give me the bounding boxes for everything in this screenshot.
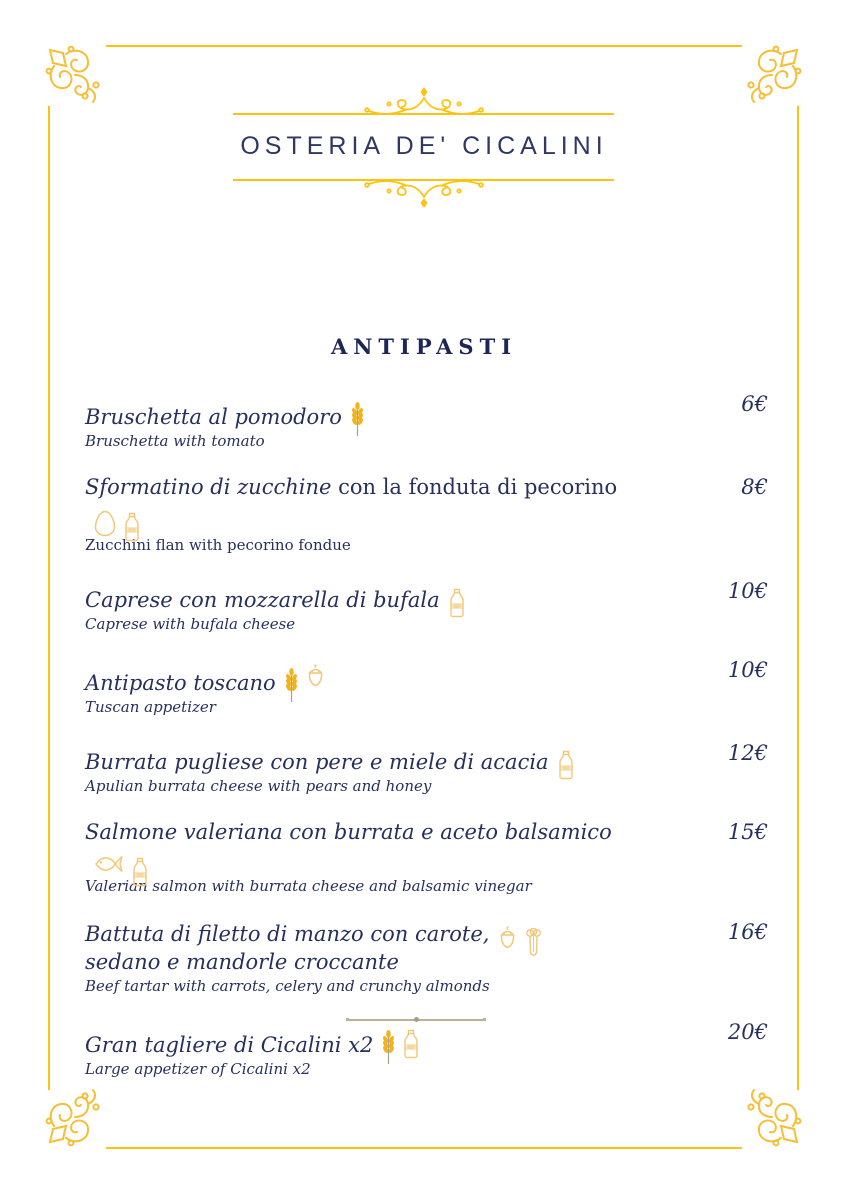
item-name [85, 820, 612, 844]
allergen-icons [94, 846, 148, 876]
item-price: 6€ [741, 392, 768, 416]
item-name-part: con la fonduta di pecorino [331, 475, 618, 499]
item-description: Beef tartar with carrots, celery and crunchy almonds [85, 977, 490, 995]
item-description: Valerian salmon with burrata cheese and balsamic vinegar [85, 877, 532, 895]
item-description: Large appetizer of Cicalini x2 [85, 1060, 311, 1078]
corner-flourish-icon [44, 44, 106, 106]
item-name-part: Gran tagliere di Cicalini x2 [85, 1033, 374, 1057]
item-title-line [85, 656, 325, 697]
item-price: 15€ [727, 820, 768, 844]
item-main [85, 656, 325, 718]
nut-icon [498, 926, 517, 955]
section-heading: ANTIPASTI [330, 334, 518, 359]
menu-item [85, 739, 768, 797]
item-price: 20€ [727, 1020, 768, 1044]
wheat-icon [285, 668, 298, 702]
item-price: 10€ [727, 658, 768, 682]
item-name-part: Sformatino di zucchine [85, 475, 332, 499]
milk-icon [403, 1029, 419, 1063]
item-description: Bruschetta with tomato [85, 432, 265, 450]
item-description: Tuscan appetizer [85, 698, 216, 716]
item-description: Apulian burrata cheese with pears and honey [85, 777, 432, 795]
item-name [85, 922, 489, 946]
item-name-part: Caprese con mozzarella di bufala [85, 588, 440, 612]
item-description: Caprese with bufala cheese [85, 615, 296, 633]
allergen-icons [285, 656, 325, 690]
item-name [85, 1033, 373, 1057]
item-title-line [85, 390, 364, 431]
item-name-part: Salmone valeriana con burrata e aceto balsamico [85, 820, 612, 844]
item-main [85, 1018, 419, 1080]
egg-icon [94, 510, 116, 540]
crown-flourish-icon [359, 85, 489, 115]
item-price: 8€ [741, 475, 768, 499]
frame-right-line [797, 106, 799, 1090]
wheat-icon [382, 1030, 395, 1064]
footer-divider [347, 1016, 485, 1024]
milk-icon [449, 588, 465, 618]
item-name [85, 671, 276, 695]
fish-icon [94, 853, 124, 883]
item-title-line [85, 1018, 419, 1059]
celery-icon [525, 928, 542, 957]
item-name [85, 588, 440, 612]
item-name-part: Antipasto toscano [85, 671, 276, 695]
menu-item [85, 577, 768, 635]
menu-item [85, 818, 768, 897]
allergen-icons [498, 918, 542, 947]
allergen-icons [449, 577, 465, 607]
item-main [85, 739, 574, 797]
item-main [85, 818, 645, 897]
allergen-icons [351, 390, 364, 424]
item-main [85, 577, 465, 635]
item-main [85, 473, 645, 556]
item-name-part: Burrata pugliese con pere e miele di acacia [85, 750, 549, 774]
item-description: Zucchini flan with pecorino fondue [85, 536, 351, 554]
divider-dot [414, 1017, 419, 1022]
header-rule-top [233, 113, 614, 115]
item-main [85, 918, 542, 997]
crown-flourish-icon [359, 180, 489, 210]
restaurant-title: OSTERIA DE' CICALINI [240, 132, 608, 160]
frame-left-line [48, 106, 50, 1090]
item-title-line [85, 577, 465, 614]
item-name [85, 750, 549, 774]
menu-item [85, 390, 768, 452]
item-main [85, 390, 364, 452]
wheat-icon [351, 402, 364, 436]
item-price: 10€ [727, 579, 768, 603]
milk-icon [132, 857, 148, 887]
item-price: 12€ [727, 741, 768, 765]
milk-icon [558, 750, 574, 780]
item-title-line [85, 918, 542, 948]
frame-top-line [106, 45, 742, 47]
item-price: 16€ [727, 920, 768, 944]
allergen-icons [558, 739, 574, 769]
menu-item [85, 656, 768, 718]
item-name-line2: sedano e mandorle croccante [85, 950, 399, 974]
item-name [85, 405, 342, 429]
item-name [85, 475, 617, 499]
frame-bottom-line [106, 1147, 742, 1149]
allergen-icons [94, 501, 140, 531]
item-name-part: Bruschetta al pomodoro [85, 405, 342, 429]
menu-item [85, 473, 768, 556]
menu-list [85, 390, 768, 1101]
corner-flourish-icon [741, 44, 803, 106]
milk-icon [124, 512, 140, 542]
item-name-part: Battuta di filetto di manzo con carote, [85, 922, 490, 946]
nut-icon [306, 664, 325, 698]
divider-tick [483, 1018, 486, 1021]
item-title-line [85, 818, 645, 876]
menu-item [85, 1018, 768, 1080]
menu-item [85, 918, 768, 997]
item-title-line [85, 739, 574, 776]
item-title-line [85, 473, 645, 535]
